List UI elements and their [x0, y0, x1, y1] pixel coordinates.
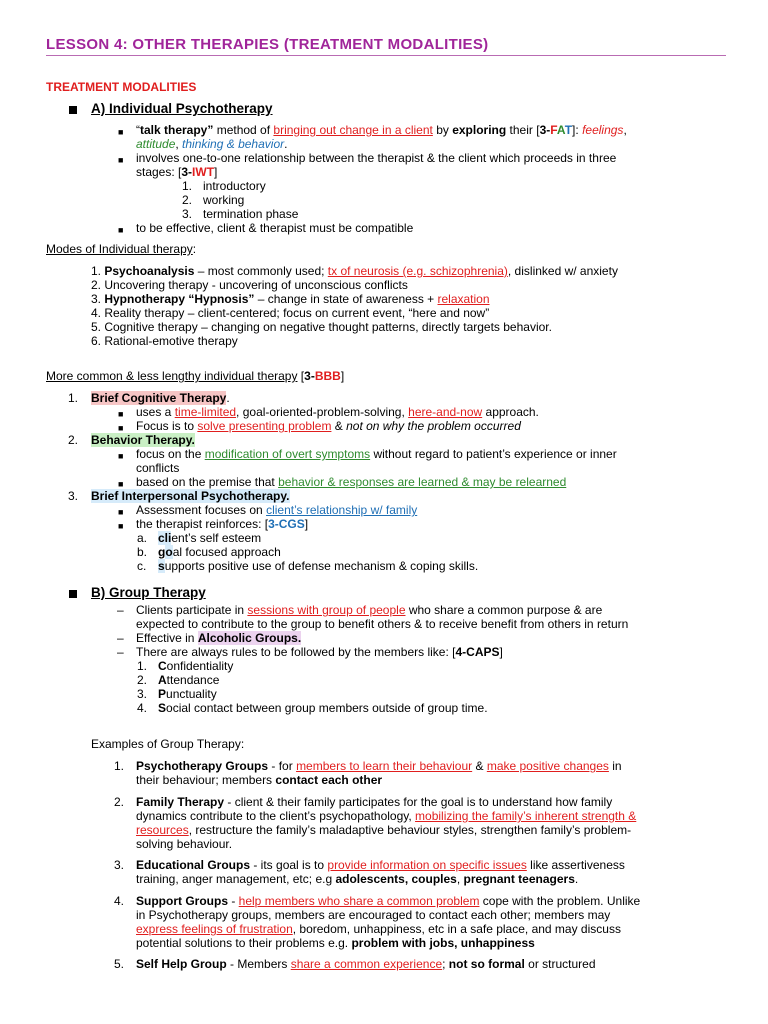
dash-bullet-icon: –	[117, 603, 124, 617]
bullet-icon: ■	[118, 451, 124, 461]
dash-bullet-icon: –	[117, 631, 124, 645]
stage-label: introductory	[203, 179, 266, 193]
cgs-item: client’s self esteem	[158, 531, 262, 545]
mode-item: 5. Cognitive therapy – changing on negative thought patterns, directly targets behavior.	[91, 320, 552, 334]
brief-number: 3.	[68, 489, 79, 503]
individual-bullet-2-line-2: stages: [3-IWT]	[136, 165, 218, 179]
cgs-letter: b.	[137, 545, 148, 559]
rule-item: Attendance	[158, 673, 220, 687]
brief-cognitive-point: Focus is to solve presenting problem & not on why the problem occurred	[136, 419, 521, 433]
cgs-item: goal focused approach	[158, 545, 281, 559]
example-1-line-1: Psychotherapy Groups - for members to learn their behaviour & make positive changes in	[136, 759, 622, 773]
interpersonal-point: Assessment focuses on client’s relationship w/ family	[136, 503, 418, 517]
interpersonal-label: Brief Interpersonal Psychotherapy.	[91, 489, 290, 503]
individual-bullet-1-line-1: “talk therapy” method of bringing out change in a client by exploring their [3-FAT]: feelings,	[136, 123, 627, 137]
square-bullet-icon	[69, 106, 77, 114]
example-3-line-2: training, anger management, etc; e.g adolescents, couples, pregnant teenagers.	[136, 872, 579, 886]
title-divider	[46, 55, 726, 56]
cgs-letter: c.	[137, 559, 147, 573]
example-2-line-4: solving behaviour.	[136, 837, 233, 851]
individual-bullet-2-line-1: involves one-to-one relationship between the therapist & the client which proceeds in three	[136, 151, 617, 165]
mode-item: 1. Psychoanalysis – most commonly used; tx of neurosis (e.g. schizophrenia), dislinked w/ anxiety	[91, 264, 618, 278]
rule-item: Confidentiality	[158, 659, 234, 673]
group-heading: B) Group Therapy	[91, 585, 206, 600]
stage-number: 2.	[182, 193, 193, 207]
brief-heading: More common & less lengthy individual therapy [3-BBB]	[46, 369, 345, 383]
stage-number: 3.	[182, 207, 193, 221]
mode-item: 4. Reality therapy – client-centered; focus on current event, “here and now”	[91, 306, 490, 320]
brief-number: 2.	[68, 433, 79, 447]
example-2-line-3: resources, restructure the family’s maladaptive behaviour styles, strengthen family’s problem-	[136, 823, 632, 837]
example-3-line-1: Educational Groups - its goal is to provide information on specific issues like assertiveness	[136, 858, 625, 872]
bullet-icon: ■	[118, 423, 124, 433]
group-point-1-line-1: Clients participate in sessions with group of people who share a common purpose & are	[136, 603, 603, 617]
example-4-line-4: potential solutions to their problems e.g. problem with jobs, unhappiness	[136, 936, 535, 950]
brief-cognitive-label: Brief Cognitive Therapy.	[91, 391, 230, 405]
example-number: 4.	[114, 894, 125, 908]
example-1-line-2: their behaviour; members contact each other	[136, 773, 383, 787]
example-number: 2.	[114, 795, 125, 809]
example-4-line-1: Support Groups - help members who share a common problem cope with the problem. Unlike	[136, 894, 641, 908]
behavior-point: based on the premise that behavior & responses are learned & may be relearned	[136, 475, 567, 489]
example-4-line-2: in Psychotherapy groups, members are encouraged to contact each other; members may	[136, 908, 611, 922]
rule-item: Punctuality	[158, 687, 217, 701]
group-point-1-line-2: expected to contribute to the group to benefit others & to receive benefit from others in return	[136, 617, 629, 631]
stage-label: termination phase	[203, 207, 299, 221]
mode-item: 6. Rational-emotive therapy	[91, 334, 238, 348]
rule-number: 3.	[137, 687, 148, 701]
stage-number: 1.	[182, 179, 193, 193]
section-heading: TREATMENT MODALITIES	[46, 80, 197, 94]
bullet-icon: ■	[118, 155, 124, 165]
brief-number: 1.	[68, 391, 79, 405]
bullet-icon: ■	[118, 127, 124, 137]
rule-item: Social contact between group members outside of group time.	[158, 701, 488, 715]
cgs-letter: a.	[137, 531, 148, 545]
modes-heading: Modes of Individual therapy:	[46, 242, 197, 256]
example-number: 5.	[114, 957, 125, 971]
bullet-icon: ■	[118, 507, 124, 517]
rule-number: 1.	[137, 659, 148, 673]
behavior-point-line-1: focus on the modification of overt symptoms without regard to patient’s experience or inner	[136, 447, 617, 461]
individual-bullet-1-line-2: attitude, thinking & behavior.	[136, 137, 288, 151]
example-5-line-1: Self Help Group - Members share a common experience; not so formal or structured	[136, 957, 596, 971]
rule-number: 4.	[137, 701, 148, 715]
interpersonal-point: the therapist reinforces: [3-CGS]	[136, 517, 309, 531]
examples-heading: Examples of Group Therapy:	[91, 737, 245, 751]
dash-bullet-icon: –	[117, 645, 124, 659]
bullet-icon: ■	[118, 409, 124, 419]
square-bullet-icon	[69, 590, 77, 598]
cgs-item: supports positive use of defense mechanism & coping skills.	[158, 559, 479, 573]
brief-cognitive-point: uses a time-limited, goal-oriented-problem-solving, here-and-now approach.	[136, 405, 539, 419]
behavior-point-line-2: conflicts	[136, 461, 180, 475]
mode-item: 2. Uncovering therapy - uncovering of unconscious conflicts	[91, 278, 408, 292]
behavior-therapy-label: Behavior Therapy.	[91, 433, 195, 447]
lesson-title: LESSON 4: OTHER THERAPIES (TREATMENT MODALITIES)	[46, 36, 489, 53]
bullet-icon: ■	[118, 521, 124, 531]
rule-number: 2.	[137, 673, 148, 687]
example-2-line-1: Family Therapy - client & their family participates for the goal is to understand how family	[136, 795, 613, 809]
group-point-3: There are always rules to be followed by the members like: [4-CAPS]	[136, 645, 503, 659]
example-2-line-2: dynamics contribute to the client’s psychopathology, mobilizing the family’s inherent strength &	[136, 809, 637, 823]
example-number: 1.	[114, 759, 125, 773]
example-number: 3.	[114, 858, 125, 872]
group-point-2: Effective in Alcoholic Groups.	[136, 631, 302, 645]
bullet-icon: ■	[118, 225, 124, 235]
individual-heading: A) Individual Psychotherapy	[91, 101, 273, 116]
stage-label: working	[203, 193, 245, 207]
individual-bullet-3: to be effective, client & therapist must be compatible	[136, 221, 414, 235]
example-4-line-3: express feelings of frustration, boredom, unhappiness, etc in a safe place, and may discuss	[136, 922, 621, 936]
bullet-icon: ■	[118, 479, 124, 489]
mode-item: 3. Hypnotherapy “Hypnosis” – change in state of awareness + relaxation	[91, 292, 490, 306]
